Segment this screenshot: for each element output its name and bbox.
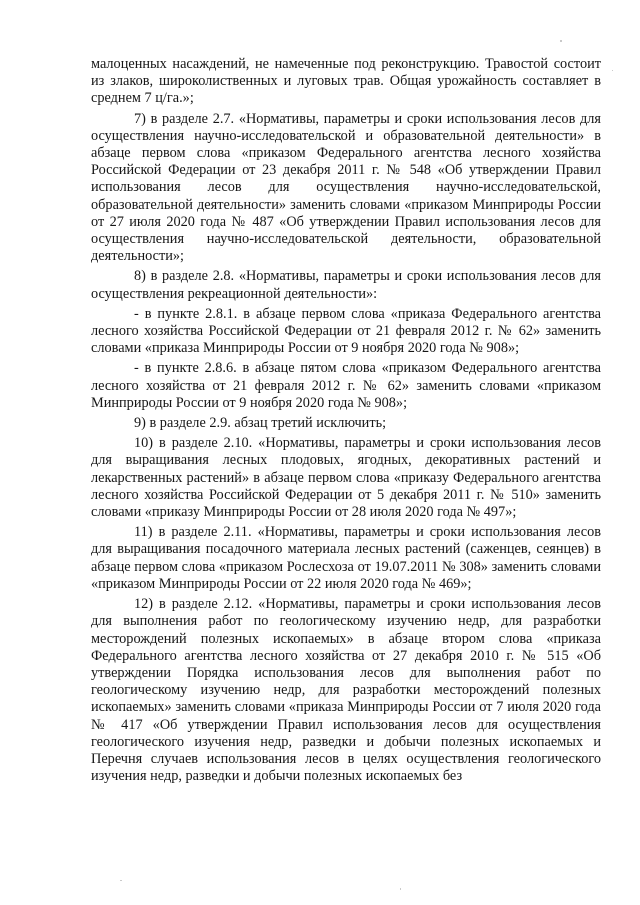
paragraph-item-8: 8) в разделе 2.8. «Нормативы, параметры и сроки использования лесов для осуществления рекреационной деятельности»: [91, 268, 601, 302]
paragraph-item-8-sub-2: - в пункте 2.8.6. в абзаце пятом слова «приказом Федерального агентства лесного хозяйства от 21 февраля 2012 г. № 62» заменить словами «приказом Минприроды России от 9 ноября 2020 года № 908»; [91, 360, 601, 411]
scan-speck [560, 40, 562, 42]
scan-speck [612, 70, 613, 71]
paragraph-item-7: 7) в разделе 2.7. «Нормативы, параметры и сроки использования лесов для осуществления научно-исследовательской и образовательной деятельности» в абзаце первом слова «приказом Федерального агентства лесного хозяйства Российской Федерации от 23 декабря 2011 г. № 548 «Об утверждении Правил использования лесов для осуществления научно-исследовательской, образовательной деятельности» заменить словами «приказом Минприроды России от 27 июля 2020 года № 487 «Об утверждении Правил использования лесов для осуществления научно-исследовательской деятельности, образовательной деятельности»; [91, 110, 601, 265]
scan-speck [120, 880, 122, 881]
paragraph-item-10: 10) в разделе 2.10. «Нормативы, параметры и сроки использования лесов для выращивания лесных плодовых, ягодных, декоративных растений и лекарственных растений» в абзаце первом слова «приказу Федерального агентства лесного хозяйства Российской Федерации от 5 декабря 2011 г. № 510» заменить словами «приказу Минприроды России от 28 июля 2020 года № 497»; [91, 435, 601, 521]
scan-speck [400, 888, 401, 890]
paragraph-item-11: 11) в разделе 2.11. «Нормативы, параметры и сроки использования лесов для выращивания посадочного материала лесных растений (саженцев, сеянцев) в абзаце первом слова «приказом Рослесхоза от 19.07.2011 № 308» заменить словами «приказом Минприроды России от 22 июля 2020 года № 469»; [91, 524, 601, 592]
document-page [91, 56, 601, 788]
paragraph-item-12: 12) в разделе 2.12. «Нормативы, параметры и сроки использования лесов для выполнения работ по геологическому изучению недр, для разработки месторождений полезных ископаемых» в абзаце втором слова «приказа Федерального агентства лесного хозяйства от 27 декабря 2010 г. № 515 «Об утверждении Порядка использования лесов для выполнения работ по геологическому изучению недр, для разработки месторождений полезных ископаемых» заменить словами «приказа Минприроды России от 7 июля 2020 года № 417 «Об утверждении Правил использования лесов для осуществления геологического изучения недр, разведки и добычи полезных ископаемых и Перечня случаев использования лесов в целях осуществления геологического изучения недр, разведки и добычи полезных ископаемых без [91, 596, 601, 785]
paragraph-item-8-sub-1: - в пункте 2.8.1. в абзаце первом слова «приказа Федерального агентства лесного хозяйства Российской Федерации от 21 февраля 2012 г. № 62» заменить словами «приказа Минприроды России от 9 ноября 2020 года № 908»; [91, 305, 601, 357]
paragraph-item-9: 9) в разделе 2.9. абзац третий исключить; [134, 415, 387, 432]
paragraph-continuation: малоценных насаждений, не намеченные под реконструкцию. Травостой состоит из злаков, широколиственных и луговых трав. Общая урожайность составляет в среднем 7 ц/га.»; [91, 56, 601, 107]
